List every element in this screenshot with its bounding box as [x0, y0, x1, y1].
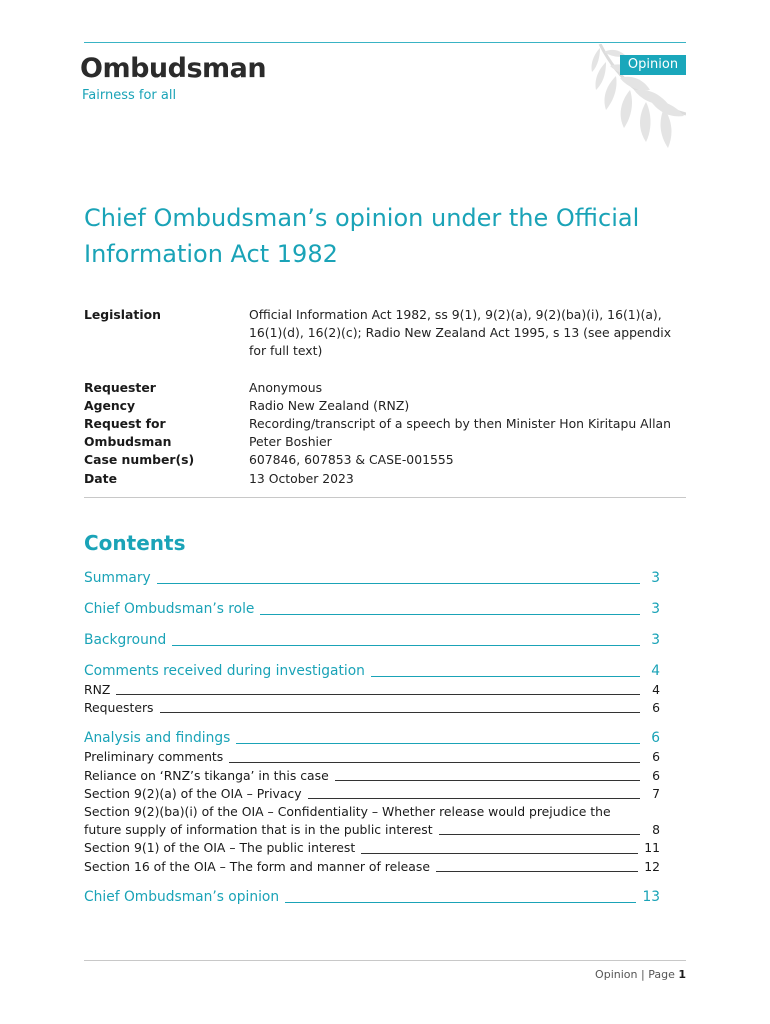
agency-label: Agency — [84, 397, 136, 413]
toc-page-number: 12 — [644, 858, 660, 874]
requester-label: Requester — [84, 379, 156, 395]
toc-leader — [436, 871, 638, 872]
toc-entry-requesters[interactable] — [84, 699, 660, 717]
toc-leader — [285, 902, 636, 903]
table-of-contents — [84, 568, 660, 907]
toc-page-number: 6 — [652, 767, 660, 783]
toc-entry-label: Requesters — [84, 700, 154, 716]
toc-leader — [308, 798, 640, 799]
logo-wordmark: Ombudsman — [80, 53, 267, 84]
toc-entry-label: RNZ — [84, 682, 111, 697]
toc-page-number: 4 — [651, 663, 660, 679]
top-divider — [84, 42, 686, 43]
case-number-value: 607846, 607853 & CASE-001555 — [249, 452, 454, 468]
toc-entry-label: Chief Ombudsman’s opinion — [84, 888, 280, 905]
logo-tagline: Fairness for all — [82, 88, 177, 103]
request-label: Request for — [84, 416, 166, 432]
toc-entry-rnz[interactable] — [84, 681, 660, 699]
toc-entry-label: Summary — [84, 570, 151, 586]
toc-leader — [236, 743, 640, 744]
section-divider — [84, 497, 686, 498]
toc-entry-label: Chief Ombudsman’s role — [84, 601, 255, 617]
toc-entry-label: Comments received during investigation — [84, 663, 365, 679]
date-label: Date — [84, 470, 117, 486]
footer-divider — [84, 960, 686, 961]
agency-value: Radio New Zealand (RNZ) — [249, 397, 410, 413]
ombudsman-row — [84, 433, 694, 451]
toc-leader — [172, 645, 640, 646]
toc-leader — [157, 583, 640, 584]
toc-page-number: 3 — [651, 601, 660, 617]
toc-entry-role[interactable] — [84, 599, 660, 619]
requester-row — [84, 379, 694, 397]
footer-page-number: 1 — [678, 968, 686, 981]
toc-entry-comments[interactable] — [84, 661, 660, 681]
toc-page-number: 6 — [651, 730, 660, 747]
footer-separator: | — [640, 968, 645, 981]
toc-leader — [260, 614, 640, 615]
ombudsman-value: Peter Boshier — [249, 434, 332, 450]
toc-entry-label: Reliance on ‘RNZ’s tikanga’ in this case — [84, 767, 329, 783]
toc-entry-label: Analysis and findings — [84, 730, 231, 747]
case-number-label: Case number(s) — [84, 452, 195, 468]
agency-row — [84, 397, 694, 415]
ombudsman-label: Ombudsman — [84, 434, 172, 450]
toc-leader — [229, 762, 640, 763]
page-title: Chief Ombudsman’s opinion under the Official Information Act 1982 — [84, 204, 640, 268]
toc-entry-preliminary[interactable] — [84, 748, 660, 766]
toc-leader — [371, 676, 640, 677]
toc-page-number: 6 — [652, 700, 660, 716]
toc-entry-label: Background — [84, 632, 167, 648]
date-value: 13 October 2023 — [249, 470, 354, 486]
case-details — [84, 306, 694, 488]
toc-entry-label: Preliminary comments — [84, 749, 224, 765]
page-footer — [595, 968, 686, 981]
toc-entry-tikanga[interactable] — [84, 767, 660, 785]
toc-entry-background[interactable] — [84, 630, 660, 650]
toc-entry-s92ba-first-line[interactable]: Section 9(2)(ba)(i) of the OIA – Confidentiality – Whether release would prejudice the — [84, 804, 611, 820]
toc-entry-label: Section 9(1) of the OIA – The public interest — [84, 840, 356, 856]
toc-page-number: 8 — [652, 822, 660, 838]
toc-entry-label: Section 9(2)(a) of the OIA – Privacy — [84, 785, 302, 801]
toc-leader — [335, 780, 640, 781]
toc-page-number: 3 — [651, 570, 660, 586]
toc-entry-opinion[interactable] — [84, 887, 660, 907]
toc-page-number: 4 — [652, 682, 660, 697]
legislation-label: Legislation — [84, 307, 161, 322]
toc-page-number: 3 — [651, 632, 660, 648]
footer-page-label: Page — [648, 968, 675, 981]
toc-entry-s92ba[interactable] — [84, 821, 660, 839]
legislation-value: Official Information Act 1982, ss 9(1), 9(2)(a), 9(2)(ba)(i), 16(1)(a), 16(1)(d), 16(2)(c); Radio New Zealand Act 1995, s 13 (see appendix for full text) — [249, 307, 672, 359]
toc-page-number: 6 — [652, 749, 660, 765]
toc-page-number: 11 — [644, 840, 660, 856]
toc-entry-s91[interactable] — [84, 839, 660, 857]
requester-value: Anonymous — [249, 379, 323, 395]
opinion-badge: Opinion — [620, 55, 686, 75]
toc-entry-s92a[interactable] — [84, 785, 660, 803]
request-value: Recording/transcript of a speech by then Minister Hon Kiritapu Allan — [249, 416, 671, 432]
request-row — [84, 415, 694, 433]
date-row — [84, 470, 694, 488]
toc-leader — [439, 834, 640, 835]
case-number-row — [84, 451, 694, 469]
toc-leader — [116, 694, 640, 695]
toc-entry-label: Section 16 of the OIA – The form and manner of release — [84, 858, 430, 874]
contents-heading: Contents — [84, 531, 186, 555]
toc-entry-s16[interactable] — [84, 858, 660, 876]
toc-leader — [160, 712, 640, 713]
ombudsman-logo — [80, 54, 266, 103]
toc-leader — [361, 853, 638, 854]
toc-entry-summary[interactable] — [84, 568, 660, 588]
toc-entry-analysis[interactable] — [84, 728, 660, 748]
footer-label: Opinion — [595, 968, 638, 981]
toc-page-number: 13 — [642, 888, 660, 905]
toc-page-number: 7 — [652, 785, 660, 801]
legislation-row — [84, 306, 694, 361]
toc-entry-label: future supply of information that is in the public interest — [84, 822, 433, 838]
